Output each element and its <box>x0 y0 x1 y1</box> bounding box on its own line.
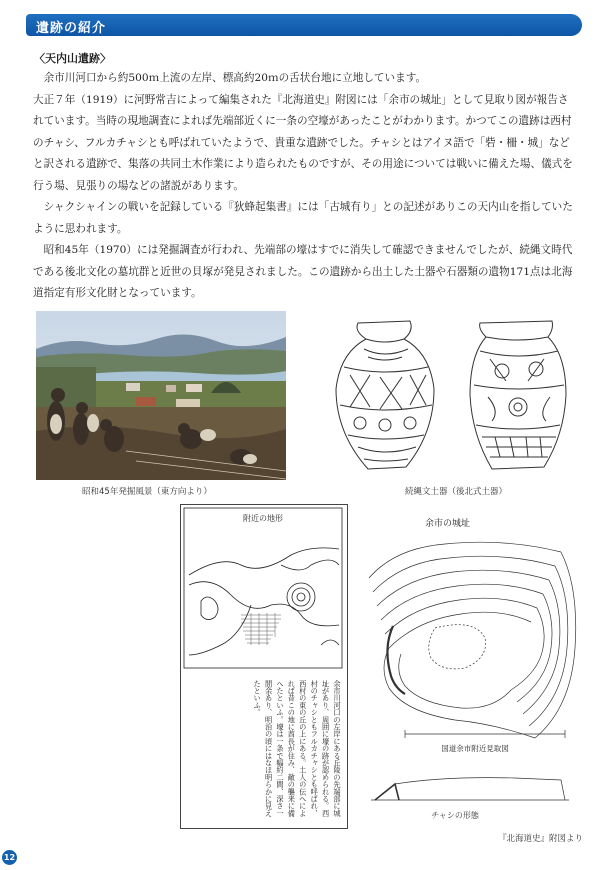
paragraph-1: 余市川河口から約500ｍ上流の左岸、標高約20ｍの舌状台地に立地しています。 <box>43 72 427 84</box>
pottery-drawings <box>330 315 580 475</box>
excavation-photo <box>36 311 286 480</box>
site-contour-map <box>365 508 583 828</box>
page-number-badge: 12 <box>2 850 17 865</box>
paragraph-4: 昭和45年（1970）には発掘調査が行われ、先端部の壕はすでに消失して確認できませんでしたが、続縄文時代である後北文化の墓坑群と近世の貝塚が発見されました。この遺跡から出土した土器や石器類の遺物171点は北海道指定有形文化財となっています。 <box>33 244 573 299</box>
source-caption: 『北海道史』附図より <box>498 834 584 844</box>
pottery-caption: 続縄文土器（後北式土器） <box>405 487 508 497</box>
body-text <box>33 68 573 305</box>
paragraph-3: シャクシャインの戦いを記録している『狄蜂起集書』には「古城有り」との記述がありこの天内山を指していたように思われます。 <box>33 201 573 235</box>
map-subtitle: 国道余市附近見取図 <box>441 744 509 753</box>
section-title: 遺跡の紹介 <box>36 21 107 36</box>
paragraph-2: 大正７年（1919）に河野常吉によって編集された『北海道史』附図には「余市の城址」として見取り図が報告されています。当時の現地調査によれば先端部近くに一条の空壕があったことがわかります。かつてこの遺跡は西村のチャシ、フルカチャシとも呼ばれていたようで、貴重な遺跡でした。チャシとはアイヌ語で「砦・柵・城」などと訳される遺跡で、集落の共同土木作業により造られたものですが、その用途については戦いに備えた場、儀式を行う場、見張りの場などの諸説があります。 <box>33 93 573 192</box>
doc-title: 附近の地形 <box>243 514 283 523</box>
historical-document-figure <box>180 504 348 829</box>
section-header-bar <box>26 14 582 36</box>
site-heading: 〈天内山遺跡〉 <box>34 52 111 65</box>
photo-caption: 昭和45年発掘風景（東方向より） <box>82 487 212 497</box>
profile-caption: チャシの形態 <box>431 811 479 820</box>
doc-vertical-text: 余市川河口の左岸にある丘陵の先端部に城址があり、周囲に壕の跡が認められる。西村のチャシともフルカチャシとも呼ばれ、西村の東の丘の上にある。土人の伝へによれば昔この地に酋長が住み、敵の襲来に備へたといふ。壕は一条で幅約二間、深さ一間余あり、明治の頃にはなほ明らかに見えたといふ。 <box>253 680 342 817</box>
map-title: 余市の城址 <box>425 519 471 529</box>
